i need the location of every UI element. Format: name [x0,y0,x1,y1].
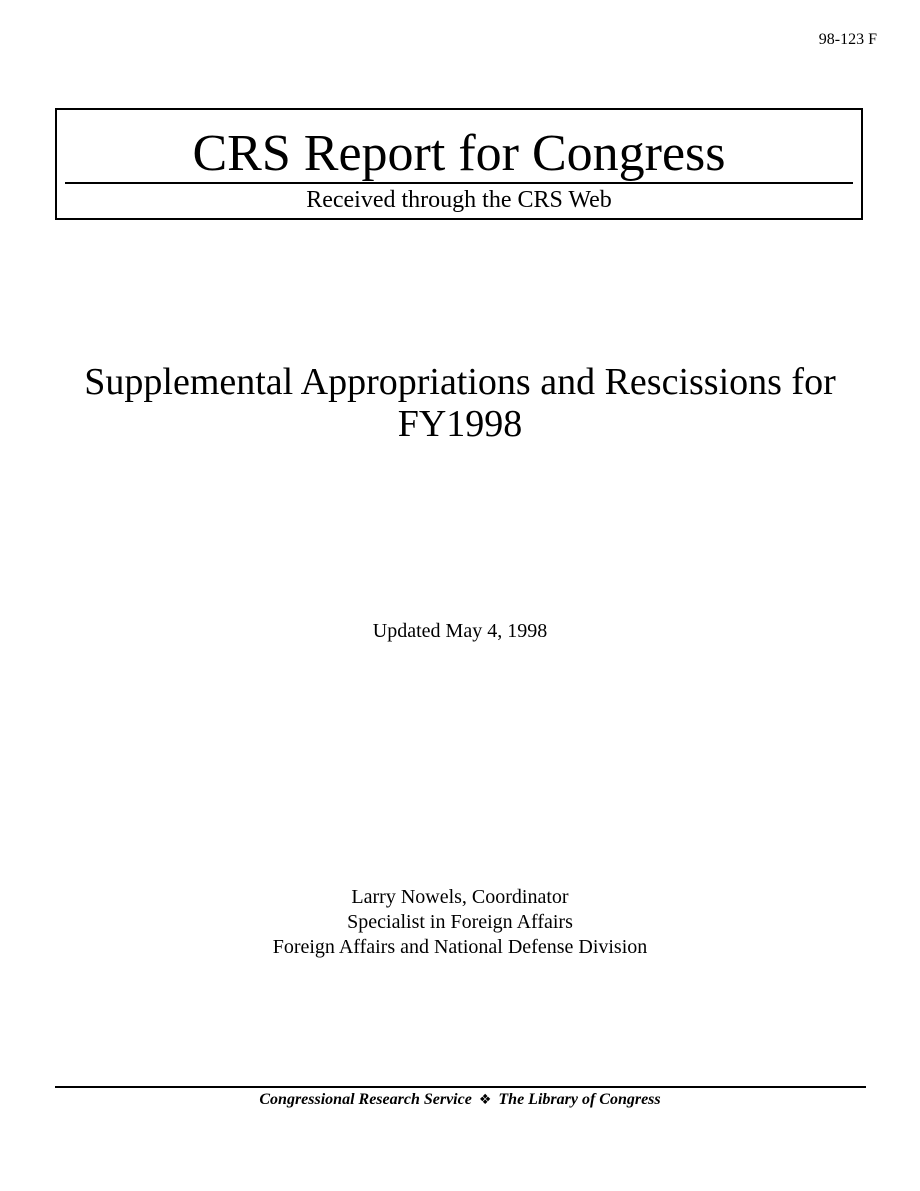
footer [0,1090,920,1110]
author-name: Larry Nowels, Coordinator [351,886,569,908]
document-title: Supplemental Appropriations and Rescissions for FY1998 [84,361,836,445]
footer-library: The Library of Congress [498,1091,661,1108]
footer-publisher: Congressional Research Service [259,1091,472,1108]
diamond-separator-icon: ❖ [478,1092,492,1108]
masthead-divider [65,182,853,184]
masthead-subtitle: Received through the CRS Web [306,187,612,213]
masthead-box [55,108,863,220]
updated-date: Updated May 4, 1998 [372,620,548,642]
author-division: Foreign Affairs and National Defense Division [272,936,648,958]
author-position: Specialist in Foreign Affairs [347,911,573,933]
report-number: 98-123 F [818,31,877,48]
footer-divider [55,1086,866,1088]
masthead-title: CRS Report for Congress [192,125,726,182]
author-block [0,885,920,960]
